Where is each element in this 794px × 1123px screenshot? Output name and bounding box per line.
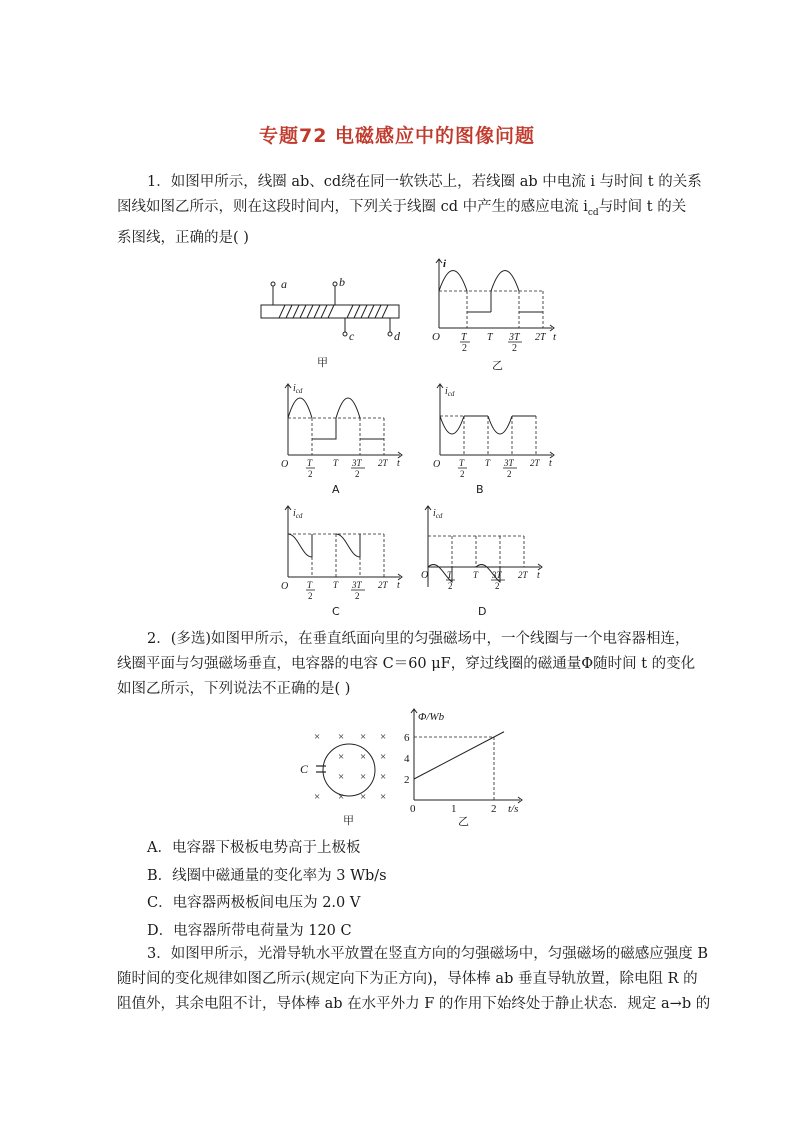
optD-axis-icd: $i_{cd}$ xyxy=(433,508,443,520)
flux-y-tick-4: 4 xyxy=(404,753,410,765)
optB-tick-half: T xyxy=(459,458,465,468)
optD-tick-2T: 2T xyxy=(518,570,528,580)
q1-caption-jia: 甲 xyxy=(317,356,328,369)
field-cross: × xyxy=(380,771,387,783)
optD-tick-half-den: 2 xyxy=(448,581,453,591)
field-cross: × xyxy=(360,771,367,783)
q1-line-2: 图线如图乙所示，则在这段时间内，下列关于线圈 cd 中产生的感应电流 $i_{cd}$与时间 t 的关 xyxy=(117,199,687,218)
field-cross: × xyxy=(338,731,345,743)
optC-tick-half: T xyxy=(307,580,313,590)
magnetic-field-crosses xyxy=(314,731,386,803)
coil-label-c: c xyxy=(349,329,355,343)
q2-option-D[interactable]: D．电容器所带电荷量为 120 C xyxy=(147,923,352,939)
optB-tick-2T: 2T xyxy=(530,458,540,468)
field-cross: × xyxy=(360,731,367,743)
q1-option-D-graph xyxy=(420,502,550,620)
q3-line-1: 3．如图甲所示，光滑导轨水平放置在竖直方向的匀强磁场中，匀强磁场的磁感应强度 B xyxy=(147,946,708,962)
q1-yi-tick-3half-den: 2 xyxy=(512,343,517,354)
optB-tick-half-den: 2 xyxy=(460,469,465,479)
q1-figure-jia xyxy=(255,272,415,372)
optB-axis-icd: $i_{cd}$ xyxy=(445,386,455,398)
q1-yi-tick-T: T xyxy=(487,332,493,343)
optD-tick-3half: 3T xyxy=(492,570,502,580)
q1-caption-yi: 乙 xyxy=(492,359,503,372)
optB-axis-t: t xyxy=(549,458,552,469)
option-A-label: A xyxy=(332,483,340,496)
optD-axis-t: t xyxy=(537,570,540,581)
optA-tick-2T: 2T xyxy=(378,458,388,468)
flux-y-tick-2: 2 xyxy=(404,774,410,786)
field-cross: × xyxy=(338,791,345,803)
option-C-label: C xyxy=(332,605,340,618)
q2-option-C[interactable]: C．电容器两极板间电压为 2.0 V xyxy=(147,895,361,911)
optC-tick-2T: 2T xyxy=(378,580,388,590)
optC-axis-t: t xyxy=(397,580,400,591)
q1-option-C-graph xyxy=(280,502,410,620)
q1-line-1: 1．如图甲所示，线圈 ab、cd绕在同一软铁芯上，若线圈 ab 中电流 i 与时间 t 的关系 xyxy=(147,174,702,190)
optC-tick-half-den: 2 xyxy=(308,591,313,601)
flux-x-tick-1: 1 xyxy=(451,803,457,815)
optA-tick-T: T xyxy=(333,458,339,468)
field-cross: × xyxy=(380,751,387,763)
optC-origin: O xyxy=(281,581,289,592)
field-cross: × xyxy=(314,731,321,743)
field-cross: × xyxy=(360,791,367,803)
q1-yi-tick-half-den: 2 xyxy=(462,343,467,354)
optA-axis-t: t xyxy=(397,458,400,469)
q2-figure-yi xyxy=(398,704,538,828)
q2-caption-jia: 甲 xyxy=(343,814,354,827)
coil-label-d: d xyxy=(394,329,400,343)
q1-yi-tick-half-num: T xyxy=(461,332,467,343)
q2-option-B[interactable]: B．线圈中磁通量的变化率为 3 Wb/s xyxy=(147,868,387,884)
option-B-label: B xyxy=(476,483,484,496)
field-cross: × xyxy=(338,771,345,783)
optB-origin: O xyxy=(433,459,441,470)
q3-line-3: 阻值外，其余电阻不计，导体棒 ab 在水平外力 F 的作用下始终处于静止状态．规定 a→b 的 xyxy=(117,996,711,1012)
capacitor-label: C xyxy=(300,762,309,776)
flux-x-axis-label: t/s xyxy=(508,803,519,815)
optD-origin: O xyxy=(421,570,429,581)
optD-tick-T: T xyxy=(473,570,479,580)
optB-tick-3half-den: 2 xyxy=(507,469,512,479)
q2-line-3: 如图乙所示，下列说法不正确的是( ) xyxy=(117,681,351,697)
field-cross: × xyxy=(380,791,387,803)
optC-tick-3half: 3T xyxy=(352,580,362,590)
flux-y-tick-6: 6 xyxy=(404,732,410,744)
optA-axis-icd: $i_{cd}$ xyxy=(293,383,303,395)
flux-y-axis-label: Φ/Wb xyxy=(418,711,445,723)
q2-option-A[interactable]: A．电容器下极板电势高于上极板 xyxy=(147,840,361,856)
q1-figure-yi xyxy=(432,258,562,373)
q2-figure-jia xyxy=(296,724,396,828)
field-cross: × xyxy=(314,791,321,803)
option-D-label: D xyxy=(478,605,487,618)
q1-option-A-graph xyxy=(280,380,410,498)
q2-caption-yi: 乙 xyxy=(458,815,469,828)
optD-tick-half: T xyxy=(447,570,453,580)
q1-yi-tick-2T: 2T xyxy=(535,332,546,343)
optC-axis-icd: $i_{cd}$ xyxy=(293,508,303,520)
page-title: 专题72 电磁感应中的图像问题 xyxy=(258,125,536,147)
q1-yi-axis-t: t xyxy=(553,331,557,343)
question-1-text xyxy=(117,170,702,251)
flux-x-tick-2: 2 xyxy=(491,803,497,815)
optD-tick-3half-den: 2 xyxy=(495,581,500,591)
q1-yi-origin: O xyxy=(432,331,440,343)
optA-tick-3half: 3T xyxy=(352,458,362,468)
q1-yi-tick-3half-num: 3T xyxy=(509,332,520,343)
optA-tick-half: T xyxy=(307,458,313,468)
field-cross: × xyxy=(380,731,387,743)
q2-line-2: 线圈平面与匀强磁场垂直，电容器的电容 C＝60 μF，穿过线圈的磁通量Φ随时间 t 的变化 xyxy=(117,656,696,672)
field-cross: × xyxy=(360,751,367,763)
flux-x-tick-0: 0 xyxy=(410,803,416,815)
optA-tick-3half-den: 2 xyxy=(355,469,360,479)
optB-tick-3half: 3T xyxy=(504,458,514,468)
optA-origin: O xyxy=(281,459,289,470)
flux-line xyxy=(414,732,504,779)
optC-tick-3half-den: 2 xyxy=(355,591,360,601)
q2-line-1: 2．(多选)如图甲所示，在垂直纸面向里的匀强磁场中，一个线圈与一个电容器相连， xyxy=(147,631,690,647)
field-cross: × xyxy=(338,751,345,763)
question-2-text xyxy=(117,627,696,702)
coil-label-b: b xyxy=(339,275,345,289)
q1-yi-axis-i: i xyxy=(443,258,447,270)
coil-label-a: a xyxy=(281,277,287,291)
optC-tick-T: T xyxy=(333,580,339,590)
q3-line-2: 随时间的变化规律如图乙所示(规定向下为正方向)，导体棒 ab 垂直导轨放置，除电阻 R 的 xyxy=(117,971,698,987)
optB-tick-T: T xyxy=(485,458,491,468)
q1-option-B-graph xyxy=(432,380,562,498)
optA-tick-half-den: 2 xyxy=(308,469,313,479)
question-3-text xyxy=(117,942,711,1017)
q1-line-3: 系图线，正确的是( ) xyxy=(117,229,249,246)
